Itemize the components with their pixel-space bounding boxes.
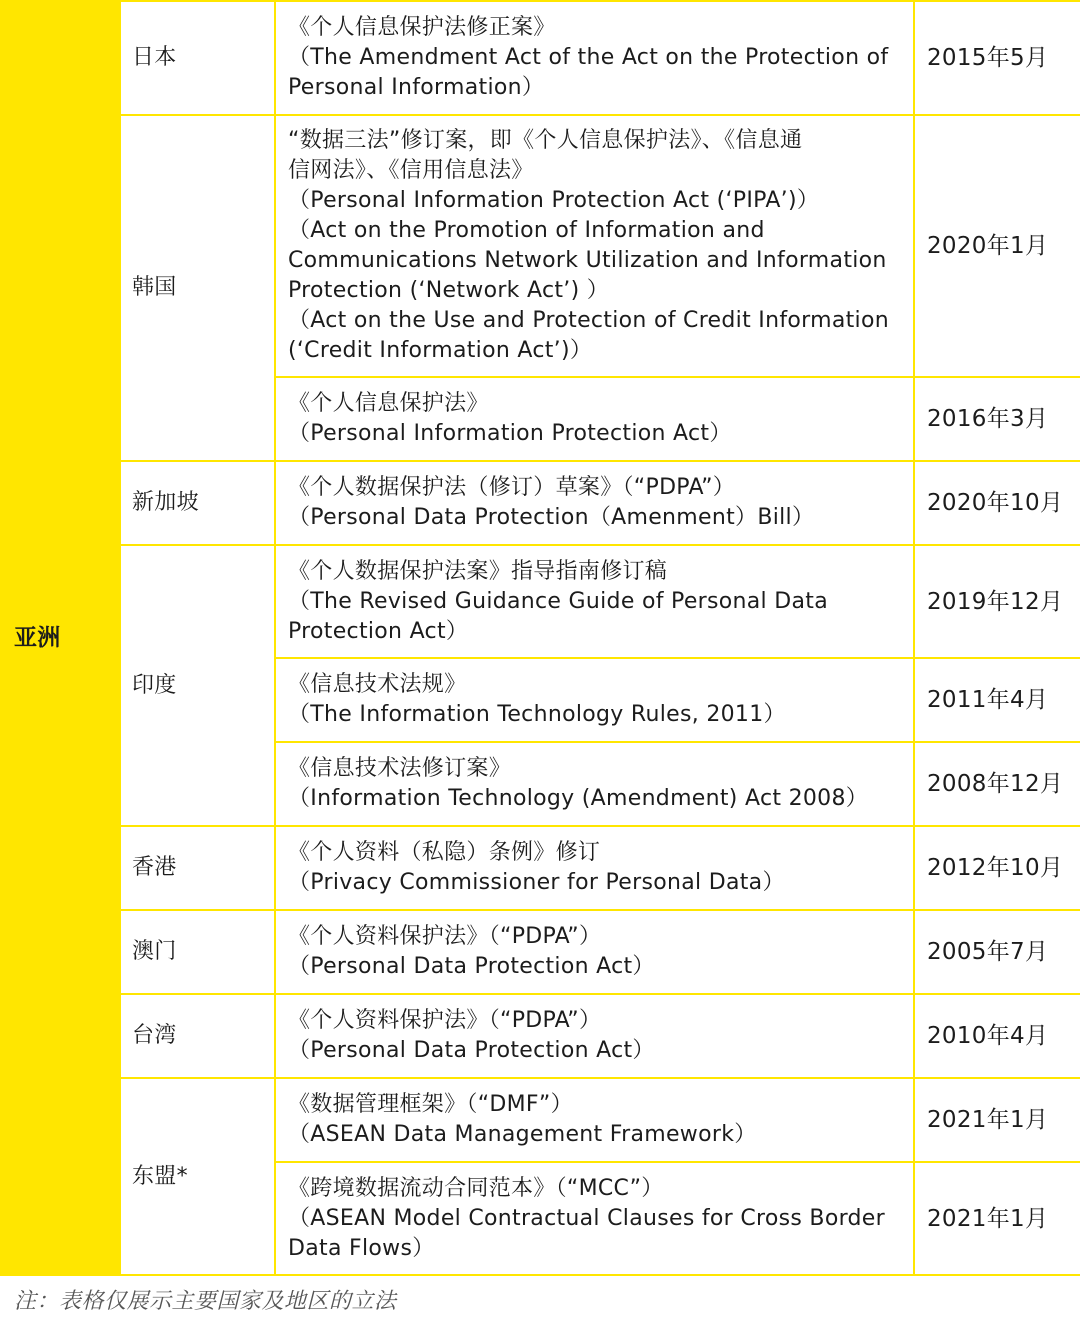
law-line: （Personal Information Protection Act） (288, 421, 732, 446)
law-line: 《个人信息保护法修正案》 (288, 15, 556, 40)
law-line: （Act on the Promotion of Information and (288, 218, 765, 243)
law-cell (275, 377, 914, 461)
law-line: Protection (‘Network Act’) ） (288, 278, 610, 303)
table-row (1, 1078, 1080, 1162)
law-cell (275, 994, 914, 1078)
country-cell: 韩国 (120, 115, 275, 461)
date-cell: 2020年10月 (914, 461, 1080, 545)
date-cell: 2015年5月 (914, 1, 1080, 115)
law-line: （Act on the Use and Protection of Credit Information (288, 308, 889, 333)
region-cell: 亚洲 (1, 1, 120, 1275)
date-cell: 2010年4月 (914, 994, 1080, 1078)
law-cell (275, 1162, 914, 1275)
law-cell (275, 1, 914, 115)
country-cell: 印度 (120, 545, 275, 826)
law-line: 《信息技术法修订案》 (288, 756, 512, 781)
table-row (1, 461, 1080, 545)
law-line: （ASEAN Data Management Framework） (288, 1122, 757, 1147)
table-row (1, 545, 1080, 658)
law-line: 信网法》、《信用信息法》 (288, 158, 534, 183)
date-cell: 2019年12月 (914, 545, 1080, 658)
law-cell (275, 545, 914, 658)
law-cell (275, 461, 914, 545)
law-line: 《个人信息保护法》 (288, 391, 489, 416)
country-cell: 日本 (120, 1, 275, 115)
law-line: Personal Information） (288, 75, 545, 100)
law-line: 《信息技术法规》 (288, 672, 467, 697)
country-cell: 新加坡 (120, 461, 275, 545)
country-cell: 澳门 (120, 910, 275, 994)
law-line: “数据三法”修订案，即《个人信息保护法》、《信息通 (288, 128, 803, 153)
law-line: (‘Credit Information Act’)） (288, 338, 593, 363)
law-line: Data Flows） (288, 1235, 435, 1261)
law-line: （Personal Information Protection Act (‘PIPA’)） (288, 188, 820, 213)
table-row (1, 910, 1080, 994)
law-cell (275, 910, 914, 994)
table-row (1, 1, 1080, 115)
table-row (1, 826, 1080, 910)
date-cell: 2011年4月 (914, 658, 1080, 742)
law-line: （The Information Technology Rules, 2011） (288, 702, 786, 727)
date-cell: 2005年7月 (914, 910, 1080, 994)
law-line: （Privacy Commissioner for Personal Data） (288, 870, 785, 895)
law-line: （ASEAN Model Contractual Clauses for Cross Border (288, 1205, 885, 1231)
date-cell: 2012年10月 (914, 826, 1080, 910)
law-line: 《个人数据保护法（修订）草案》（“PDPA”） (288, 475, 736, 500)
law-line: （Information Technology (Amendment) Act 2008） (288, 786, 869, 811)
date-cell: 2016年3月 (914, 377, 1080, 461)
law-cell (275, 1078, 914, 1162)
law-cell (275, 826, 914, 910)
table-row (1, 994, 1080, 1078)
law-line: Protection Act） (288, 618, 469, 644)
law-line: （Personal Data Protection Act） (288, 1038, 655, 1063)
law-line: 《个人数据保护法案》指导指南修订稿 (288, 558, 668, 584)
law-line: Communications Network Utilization and Information (288, 248, 887, 273)
country-cell: 台湾 (120, 994, 275, 1078)
law-cell (275, 658, 914, 742)
date-cell: 2021年1月 (914, 1078, 1080, 1162)
country-cell: 香港 (120, 826, 275, 910)
law-line: 《跨境数据流动合同范本》（“MCC”） (288, 1175, 664, 1201)
date-cell: 2021年1月 (914, 1162, 1080, 1275)
law-line: 《个人资料保护法》（“PDPA”） (288, 924, 602, 949)
footnote: 注：表格仅展示主要国家及地区的立法 (14, 1289, 397, 1314)
date-cell: 2008年12月 (914, 742, 1080, 826)
table-row (1, 115, 1080, 377)
date-cell: 2020年1月 (914, 115, 1080, 377)
law-cell (275, 115, 914, 377)
law-line: （The Amendment Act of the Act on the Protection of (288, 45, 889, 70)
law-line: （The Revised Guidance Guide of Personal Data (288, 588, 828, 614)
law-cell (275, 742, 914, 826)
law-line: （Personal Data Protection Act） (288, 954, 655, 979)
law-line: （Personal Data Protection（Amenment）Bill） (288, 505, 815, 530)
country-cell: 东盟* (120, 1078, 275, 1275)
law-line: 《个人资料保护法》（“PDPA”） (288, 1008, 602, 1033)
law-line: 《个人资料（私隐）条例》修订 (288, 840, 601, 865)
law-line: 《数据管理框架》（“DMF”） (288, 1092, 573, 1117)
